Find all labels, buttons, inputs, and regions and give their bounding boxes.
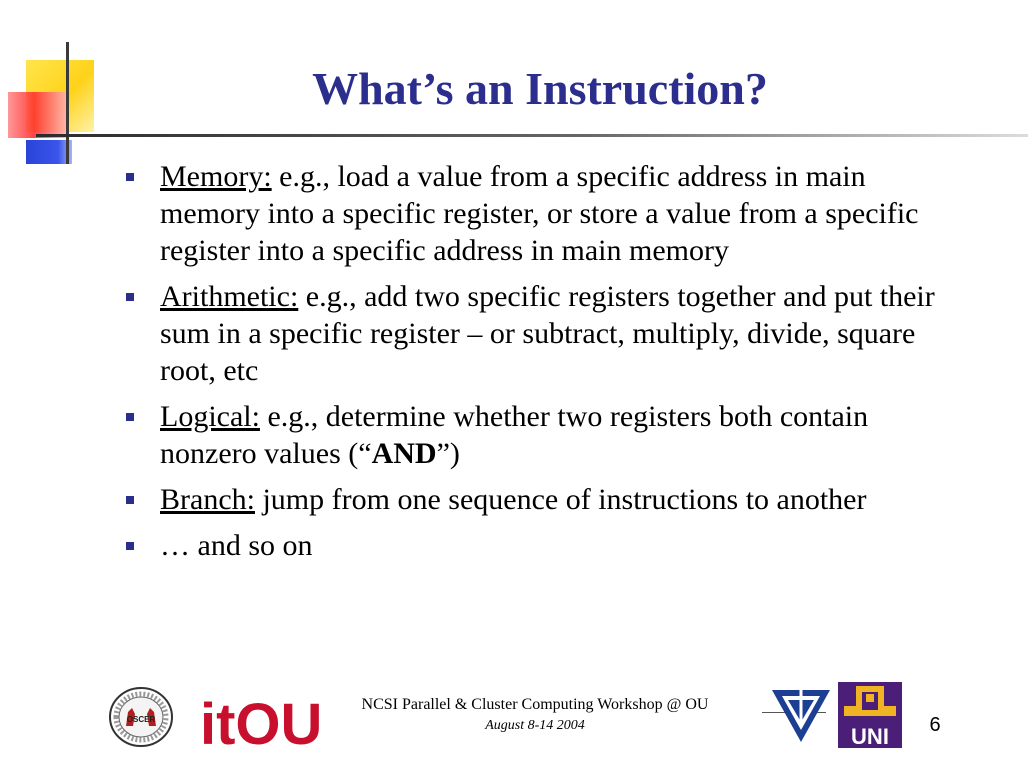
bullet-text: e.g., determine whether two registers both contain nonzero values (“ xyxy=(160,400,869,470)
bullet-item-logical xyxy=(124,398,944,472)
corner-decoration-red-square xyxy=(8,92,66,138)
bullet-term: Memory: xyxy=(160,160,272,193)
seal-label: OSCER xyxy=(126,715,156,724)
footer-workshop-title: NCSI Parallel & Cluster Computing Workshop @ OU xyxy=(361,696,709,713)
bullet-text: e.g., load a value from a specific address in main memory into a specific register, or store a value from a specific register into a specific address in main memory xyxy=(160,160,919,267)
bullet-square-icon xyxy=(126,542,134,550)
bullet-text-after: ”) xyxy=(436,437,460,470)
corner-decoration-vertical-line xyxy=(66,42,69,164)
bullet-square-icon xyxy=(126,413,134,421)
footer-date: August 8-14 2004 xyxy=(485,718,585,733)
bullet-list xyxy=(124,158,944,573)
bullet-term: Arithmetic: xyxy=(160,280,299,313)
it-ou-label: itOU xyxy=(200,692,323,757)
uni-logo xyxy=(838,682,902,748)
bullet-text: jump from one sequence of instructions to another xyxy=(254,483,867,516)
page-number: 6 xyxy=(929,714,941,736)
bullet-item-arithmetic xyxy=(124,278,944,389)
footer-caption xyxy=(300,696,770,734)
bullet-item-and-so-on xyxy=(124,527,944,564)
bullet-item-memory xyxy=(124,158,944,269)
bullet-square-icon xyxy=(126,173,134,181)
bullet-strong-text: AND xyxy=(371,437,437,470)
bullet-text: e.g., add two specific registers together and put their sum in a specific register – or subtract, multiply, divide, square root, etc xyxy=(160,280,935,387)
triangle-logo xyxy=(770,686,832,744)
bullet-item-branch xyxy=(124,481,944,518)
bullet-text: … and so on xyxy=(160,529,313,562)
bullet-square-icon xyxy=(126,293,134,301)
bullet-term: Logical: xyxy=(160,400,260,433)
bullet-term: Branch: xyxy=(160,483,255,516)
uni-label: UNI xyxy=(851,724,889,749)
slide-title: What’s an Instruction? xyxy=(312,63,768,114)
it-ou-logo xyxy=(198,684,323,757)
bullet-square-icon xyxy=(126,496,134,504)
supercomputing-seal-logo xyxy=(108,686,174,748)
title-underline-rule xyxy=(36,134,1028,137)
